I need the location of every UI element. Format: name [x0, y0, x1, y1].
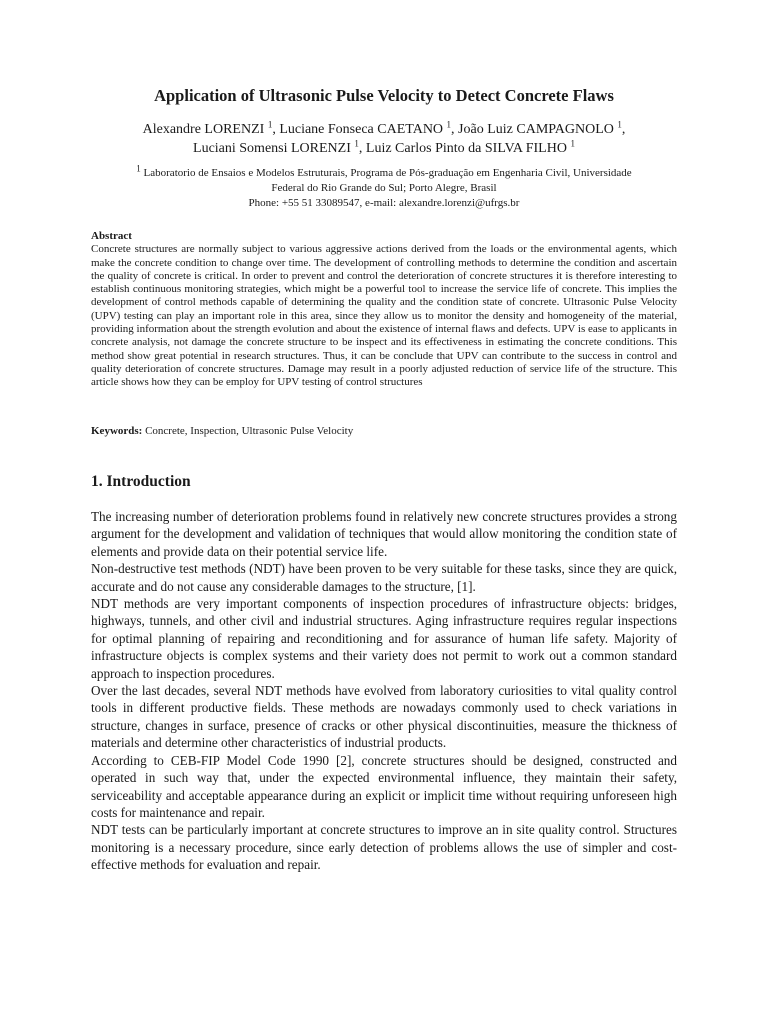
keywords-label: Keywords:: [91, 425, 143, 437]
keywords-line: [91, 424, 677, 438]
body-paragraph: NDT methods are very important components of inspection procedures of infrastructure objects: bridges, highways, tunnels, and other civil and industrial structures. Aging infrastructure requires regular inspections for optimal planning of repairing and reconditioning and for assurance of human life safety. Majority of infrastructure objects is complex systems and their variety does not permit to work out a common standard approach to inspection procedures.: [91, 596, 677, 681]
author-affil-mark: 1: [570, 138, 575, 149]
affiliation-text: Laboratorio de Ensaios e Modelos Estruturais, Programa de Pós-graduação em Engenharia Civil, Universidade: [143, 167, 632, 179]
body-paragraph: Over the last decades, several NDT methods have evolved from laboratory curiosities to vital quality control tools in different productive fields. These methods are nowadays commonly used to check variations in structure, changes in surface, presence of cracks or other physical discontinuities, measure the thickness of materials and determine other characteristics of industrial products.: [91, 683, 677, 751]
contact-line: Phone: +55 51 33089547, e-mail: alexandre.lorenzi@ufrgs.br: [248, 197, 520, 209]
affiliation-mark: 1: [136, 163, 141, 174]
body-paragraph: According to CEB-FIP Model Code 1990 [2], concrete structures should be designed, constructed and operated in such way that, under the expected environmental influence, they maintain their safety, serviceability and acceptable appearance during an explicit or implicit time without requiring unforeseen high costs for maintenance and repair.: [91, 752, 677, 820]
author-name: João Luiz CAMPAGNOLO: [458, 122, 614, 137]
author-line-1: Alexandre LORENZI $^1$, Luciane Fonseca CAETANO $^1$, João Luiz CAMPAGNOLO $^1$,: [142, 119, 626, 137]
abstract-heading: Abstract: [91, 230, 132, 242]
author-affil-mark: 1: [354, 138, 359, 149]
abstract-block: [91, 230, 677, 390]
body-paragraph: NDT tests can be particularly important at concrete structures to improve an in site quality control. Structures monitoring is a necessary procedure, since early detection of problems allows the use of simpler and cost-effective methods for evaluation and repair.: [91, 822, 677, 873]
author-affil-mark: 1: [446, 119, 452, 130]
affiliation-block: [80, 163, 688, 211]
author-list: [40, 120, 728, 158]
author-name: Alexandre LORENZI: [142, 122, 265, 137]
body-paragraph: The increasing number of deterioration problems found in relatively new concrete structures provides a strong argument for the development and validation of techniques that would allow monitoring the condition state of elements and provide data on their potential service life.: [91, 509, 677, 559]
body-paragraph: Non-destructive test methods (NDT) have been proven to be very suitable for these tasks, since they are quick, accurate and do not cause any considerable damages to the structure, [1].: [91, 561, 677, 594]
author-name: Luiz Carlos Pinto da SILVA FILHO: [365, 141, 567, 156]
author-affil-mark: 1: [617, 119, 622, 130]
affiliation-line-1: [80, 163, 688, 181]
section-heading: 1. Introduction: [91, 473, 191, 490]
keywords-text: Concrete, Inspection, Ultrasonic Pulse Velocity: [145, 425, 354, 437]
affiliation-line-2: Federal do Rio Grande do Sul; Porto Alegre, Brasil: [271, 182, 497, 194]
author-affil-mark: 1: [267, 119, 273, 130]
abstract-text: Concrete structures are normally subject to various aggressive actions derived from the loads or the environmental agents, which make the concrete condition to change over time. The development of controlling methods to determine the condition and ascertain the quality of concrete is critical. In order to prevent and control the deterioration of concrete structures it is therefore interesting to establish continuous monitoring strategies, which might be a powerful tool to increase the service life of concrete. This implies the development of control methods capable of determining the quality and the condition state of concrete. Ultrasonic Pulse Velocity (UPV) testing can play an important role in this area, since they allow us to monitor the density and homogeneity of the material, providing information about the strength evolution and about the existence of internal flaws and defects. UPV is ease to applicants in concrete analysis, not damage the concrete structure to be inspect and its effectiveness in estimating the concrete conditions. This method show great potential in research structures. Thus, it can be conclude that UPV can contribute to the success in control and quality deterioration of concrete structures. Damage may result in a poorly adjusted reduction of service life of the structure. This article shows how they can be employ for UPV testing of control structures: [91, 243, 677, 389]
author-line-2: Luciani Somensi LORENZI $^1$, Luiz Carlos Pinto da SILVA FILHO $^1$: [193, 138, 575, 156]
introduction-body: [91, 508, 677, 874]
author-name: Luciani Somensi LORENZI: [193, 141, 351, 156]
author-name: Luciane Fonseca CAETANO: [279, 122, 444, 137]
paper-title: Application of Ultrasonic Pulse Velocity to Detect Concrete Flaws: [154, 86, 614, 105]
